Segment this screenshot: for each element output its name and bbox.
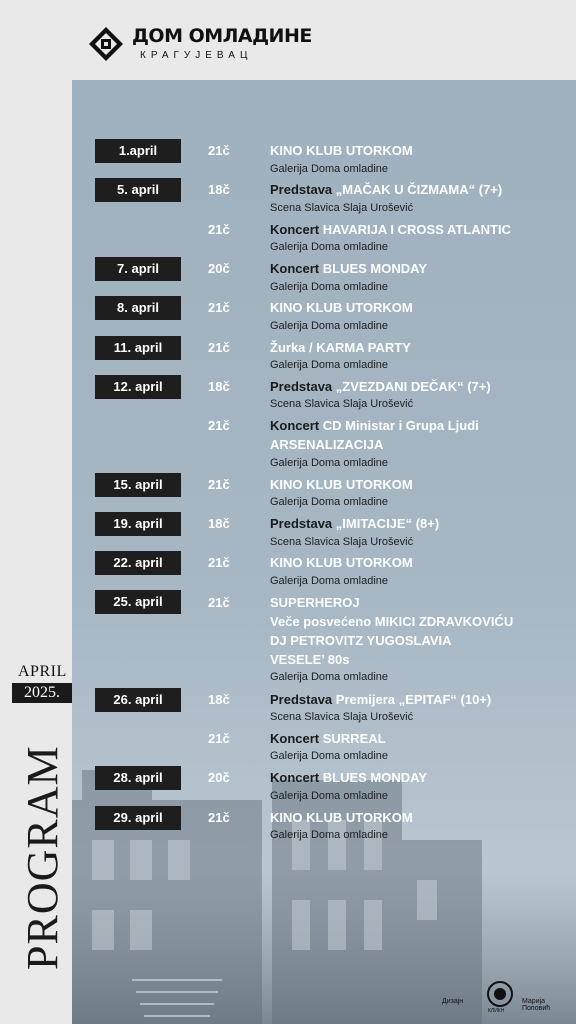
event-venue: Galerija Doma omladine <box>270 829 388 841</box>
event-time: 18č <box>208 379 230 394</box>
side-program-title: PROGRAM <box>18 745 67 970</box>
event-title <box>270 299 570 317</box>
event-venue: Galerija Doma omladine <box>270 496 388 508</box>
event-name: Premijera „EPITAF“ (10+) <box>332 692 492 707</box>
event-kind: Predstava <box>270 182 333 197</box>
event-time: 18č <box>208 516 230 531</box>
event-time: 21č <box>208 555 230 570</box>
event-time: 21č <box>208 222 230 237</box>
event-name: „ZVEZDANI DEČAK“ (7+) <box>332 379 491 394</box>
sponsor-badge: КЛИКН <box>488 1008 505 1014</box>
event-venue: Galerija Doma omladine <box>270 281 388 293</box>
event-venue: Scena Slavica Slaja Urošević <box>270 398 414 410</box>
event-kind: Koncert <box>270 418 320 433</box>
event-time: 21č <box>208 477 230 492</box>
event-venue: Galerija Doma omladine <box>270 359 388 371</box>
event-venue: Scena Slavica Slaja Urošević <box>270 711 414 723</box>
event-title <box>270 378 570 396</box>
event-date: 22. april <box>95 551 181 575</box>
event-name: CD Ministar i Grupa Ljudi <box>319 418 479 433</box>
event-name: BLUES MONDAY <box>319 261 427 276</box>
event-title-line4: VESELE’ 80s <box>270 652 350 667</box>
event-date: 8. april <box>95 296 181 320</box>
event-venue: Galerija Doma omladine <box>270 320 388 332</box>
event-title <box>270 260 570 278</box>
side-year: 2025. <box>12 683 72 703</box>
event-name: „MAČAK U ČIZMAMA“ (7+) <box>332 182 503 197</box>
event-kind: Predstava <box>270 379 333 394</box>
event-title <box>270 594 570 612</box>
event-title-line2: Veče posvećeno MIKICI ZDRAVKOVIĆU <box>270 614 514 629</box>
event-title <box>270 417 570 435</box>
event-time: 21č <box>208 595 230 610</box>
event-date: 15. april <box>95 473 181 497</box>
event-title-line3: DJ PETROVITZ YUGOSLAVIA <box>270 633 452 648</box>
event-title <box>270 181 570 199</box>
event-time: 18č <box>208 692 230 707</box>
event-date: 26. april <box>95 688 181 712</box>
event-title <box>270 769 570 787</box>
event-name: KINO KLUB UTORKOM <box>270 555 413 570</box>
event-kind: Koncert <box>270 731 320 746</box>
event-title <box>270 515 570 533</box>
event-date: 19. april <box>95 512 181 536</box>
event-title <box>270 554 570 572</box>
event-venue: Scena Slavica Slaja Urošević <box>270 202 414 214</box>
event-kind: Koncert <box>270 261 320 276</box>
event-venue: Galerija Doma omladine <box>270 575 388 587</box>
event-venue: Galerija Doma omladine <box>270 671 388 683</box>
event-date: 12. april <box>95 375 181 399</box>
event-name: KINO KLUB UTORKOM <box>270 477 413 492</box>
event-kind: Predstava <box>270 692 333 707</box>
event-title <box>270 339 570 357</box>
event-time: 18č <box>208 182 230 197</box>
event-title <box>270 730 570 748</box>
event-name: KINO KLUB UTORKOM <box>270 143 413 158</box>
event-venue: Galerija Doma omladine <box>270 163 388 175</box>
event-title <box>270 221 570 239</box>
event-title-line2: ARSENALIZACIJA <box>270 437 384 452</box>
sponsor-logos <box>442 978 572 1018</box>
event-time: 21č <box>208 810 230 825</box>
event-time: 21č <box>208 418 230 433</box>
sponsor-emblem-icon <box>486 980 514 1008</box>
event-name: HAVARIJA I CROSS ATLANTIC <box>319 222 511 237</box>
event-name: BLUES MONDAY <box>319 770 427 785</box>
event-time: 21č <box>208 300 230 315</box>
event-kind: Koncert <box>270 770 320 785</box>
side-month: APRIL <box>18 663 67 680</box>
event-kind: Koncert <box>270 222 320 237</box>
event-time: 21č <box>208 143 230 158</box>
event-title <box>270 476 570 494</box>
event-venue: Galerija Doma omladine <box>270 790 388 802</box>
event-date: 28. april <box>95 766 181 790</box>
event-title <box>270 809 570 827</box>
event-date: 11. april <box>95 336 181 360</box>
event-date: 1.april <box>95 139 181 163</box>
event-name: SURREAL <box>319 731 386 746</box>
event-time: 20č <box>208 770 230 785</box>
event-time: 21č <box>208 340 230 355</box>
event-venue: Galerija Doma omladine <box>270 241 388 253</box>
event-date: 7. april <box>95 257 181 281</box>
event-name: „IMITACIJE“ (8+) <box>332 516 440 531</box>
event-title <box>270 691 570 709</box>
event-venue: Galerija Doma omladine <box>270 750 388 762</box>
event-name: KINO KLUB UTORKOM <box>270 300 413 315</box>
logo-title: ДОМ ОМЛАДИНЕ <box>132 25 312 47</box>
event-date: 29. april <box>95 806 181 830</box>
logo-city: КРАГУЈЕВАЦ <box>140 50 253 61</box>
sponsor-left: Дизајн <box>442 998 464 1005</box>
event-date: 5. april <box>95 178 181 202</box>
event-name: Žurka / KARMA PARTY <box>270 340 411 355</box>
event-name: KINO KLUB UTORKOM <box>270 810 413 825</box>
event-venue: Galerija Doma omladine <box>270 457 388 469</box>
event-date: 25. april <box>95 590 181 614</box>
event-title <box>270 142 570 160</box>
event-time: 21č <box>208 731 230 746</box>
event-venue: Scena Slavica Slaja Urošević <box>270 536 414 548</box>
event-time: 20č <box>208 261 230 276</box>
event-kind: Predstava <box>270 516 333 531</box>
event-name: SUPERHEROJ <box>270 595 360 610</box>
sponsor-right: Марија Поповић <box>522 998 551 1012</box>
